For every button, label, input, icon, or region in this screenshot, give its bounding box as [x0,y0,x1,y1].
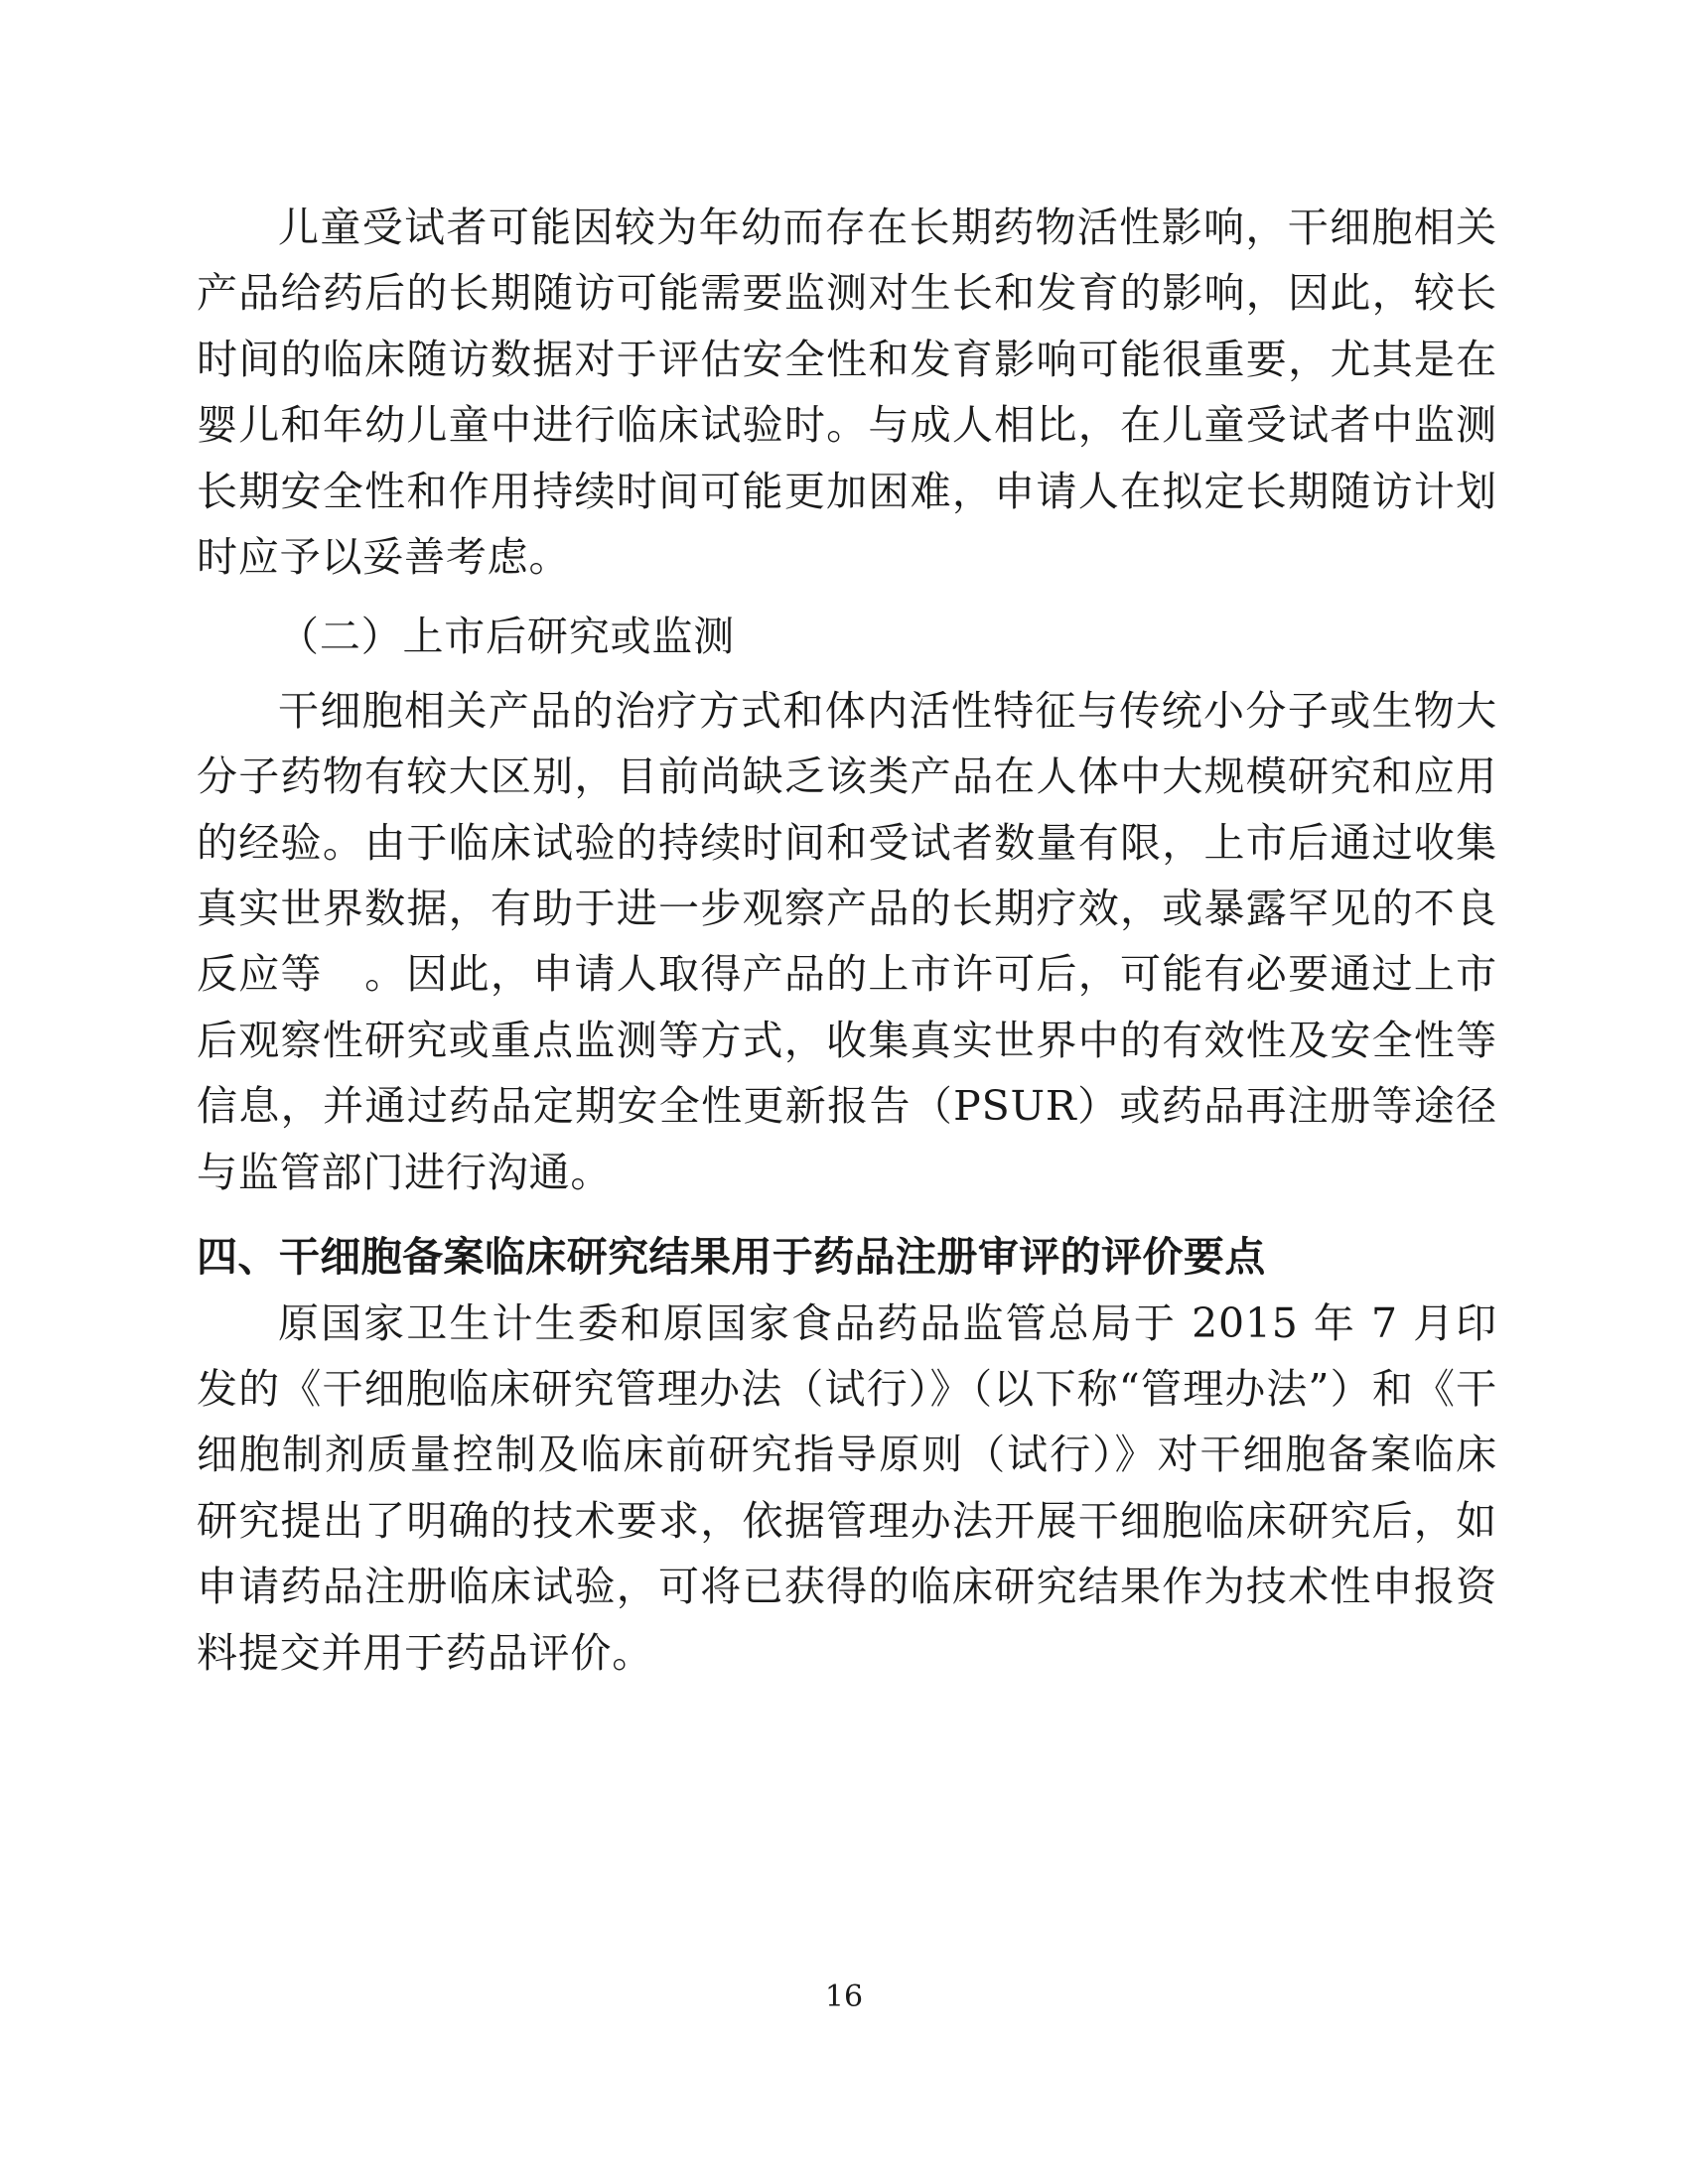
paragraph-post-marketing-study: 干细胞相关产品的治疗方式和体内活性特征与传统小分子或生物大分子药物有较大区别，目前尚缺乏该类产品在人体中大规模研究和应用的经验。由于临床试验的持续时间和受试者数量有限，上市后通过收集真实世界数据，有助于进一步观察产品的长期疗效，或暴露罕见的不良反应等 。因此，申请人取得产品的上市许可后，可能有必要通过上市后观察性研究或重点监测等方式，收集真实世界中的有效性及安全性等信息，并通过药品定期安全性更新报告（PSUR）或药品再注册等途径与监管部门进行沟通。 [197,686,1497,1196]
paragraph-filing-clinical-research: 原国家卫生计生委和原国家食品药品监管总局于 2015 年 7 月印发的《干细胞临床研究管理办法（试行）》（以下称“管理办法”）和《干细胞制剂质量控制及临床前研究指导原则（试行）》对干细胞备案临床研究提出了明确的技术要求，依据管理办法开展干细胞临床研究后，如申请药品注册临床试验，可将已获得的临床研究结果作为技术性申报资料提交并用于药品评价。 [197,1298,1497,1677]
page-number: 16 [824,1979,864,2014]
subheading-post-marketing: （二）上市后研究或监测 [278,613,736,661]
paragraph-pediatric-followup: 儿童受试者可能因较为年幼而存在长期药物活性影响，干细胞相关产品给药后的长期随访可能需要监测对生长和发育的影响，因此，较长时间的临床随访数据对于评估安全性和发育影响可能很重要，尤其是在婴儿和年幼儿童中进行临床试验时。与成人相比，在儿童受试者中监测长期安全性和作用持续时间可能更加困难，申请人在拟定长期随访计划时应予以妥善考虑。 [197,204,1497,582]
page-content [197,195,1497,1692]
section-heading-four: 四、干细胞备案临床研究结果用于药品注册审评的评价要点 [197,1233,1266,1282]
